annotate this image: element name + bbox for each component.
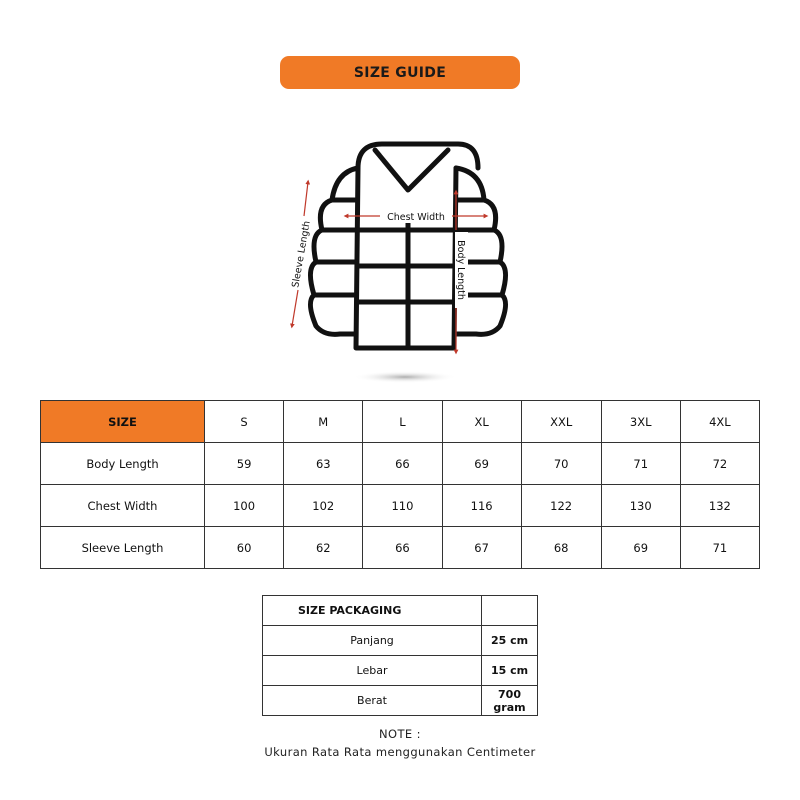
size-header-4xl: 4XL xyxy=(680,401,759,443)
table-cell: 59 xyxy=(205,443,284,485)
packaging-header: SIZE PACKAGING xyxy=(263,596,482,626)
row-label-chest-width: Chest Width xyxy=(41,485,205,527)
packaging-label: Panjang xyxy=(263,626,482,656)
table-cell: 63 xyxy=(284,443,363,485)
packaging-table xyxy=(262,595,538,716)
body-length-label: Body Length xyxy=(455,240,466,300)
table-cell: 67 xyxy=(442,527,521,569)
table-row xyxy=(41,443,760,485)
packaging-header-row xyxy=(263,596,538,626)
row-label-body-length: Body Length xyxy=(41,443,205,485)
sleeve-arrow-bottom xyxy=(292,290,298,326)
size-header-row xyxy=(41,401,760,443)
page-title: SIZE GUIDE xyxy=(353,64,447,81)
table-cell: 71 xyxy=(601,443,680,485)
size-header-l: L xyxy=(363,401,442,443)
note-heading: NOTE : xyxy=(379,727,421,741)
size-header-s: S xyxy=(205,401,284,443)
table-cell: 116 xyxy=(442,485,521,527)
packaging-value: 700 gram xyxy=(482,686,538,716)
table-cell: 62 xyxy=(284,527,363,569)
chest-width-label: Chest Width xyxy=(387,212,445,223)
table-cell: 70 xyxy=(521,443,601,485)
packaging-label: Berat xyxy=(263,686,482,716)
table-cell: 66 xyxy=(363,527,442,569)
table-cell: 68 xyxy=(521,527,601,569)
sleeve-length-label: Sleeve Length xyxy=(290,220,313,289)
table-cell: 130 xyxy=(601,485,680,527)
table-row xyxy=(263,656,538,686)
table-cell: 110 xyxy=(363,485,442,527)
note-text: Ukuran Rata Rata menggunakan Centimeter xyxy=(264,745,536,759)
table-cell: 66 xyxy=(363,443,442,485)
size-table xyxy=(40,400,760,569)
table-cell: 122 xyxy=(521,485,601,527)
table-cell: 100 xyxy=(205,485,284,527)
table-cell: 69 xyxy=(601,527,680,569)
table-cell: 60 xyxy=(205,527,284,569)
jacket-illustration xyxy=(270,130,540,390)
jacket-diagram xyxy=(270,130,540,390)
size-header-m: M xyxy=(284,401,363,443)
table-cell: 71 xyxy=(680,527,759,569)
table-row xyxy=(263,686,538,716)
table-cell: 132 xyxy=(680,485,759,527)
size-header-cell: SIZE xyxy=(41,401,205,443)
packaging-value: 25 cm xyxy=(482,626,538,656)
size-header-xl: XL xyxy=(442,401,521,443)
packaging-label: Lebar xyxy=(263,656,482,686)
packaging-value: 15 cm xyxy=(482,656,538,686)
sleeve-arrow-top xyxy=(304,182,308,216)
table-cell: 69 xyxy=(442,443,521,485)
table-row xyxy=(41,485,760,527)
row-label-sleeve-length: Sleeve Length xyxy=(41,527,205,569)
size-guide-title-pill xyxy=(280,56,520,89)
size-header-xxl: XXL xyxy=(521,401,601,443)
table-cell: 72 xyxy=(680,443,759,485)
jacket-shadow xyxy=(353,371,457,383)
packaging-header-empty xyxy=(482,596,538,626)
table-row xyxy=(263,626,538,656)
table-row xyxy=(41,527,760,569)
table-cell: 102 xyxy=(284,485,363,527)
size-header-3xl: 3XL xyxy=(601,401,680,443)
